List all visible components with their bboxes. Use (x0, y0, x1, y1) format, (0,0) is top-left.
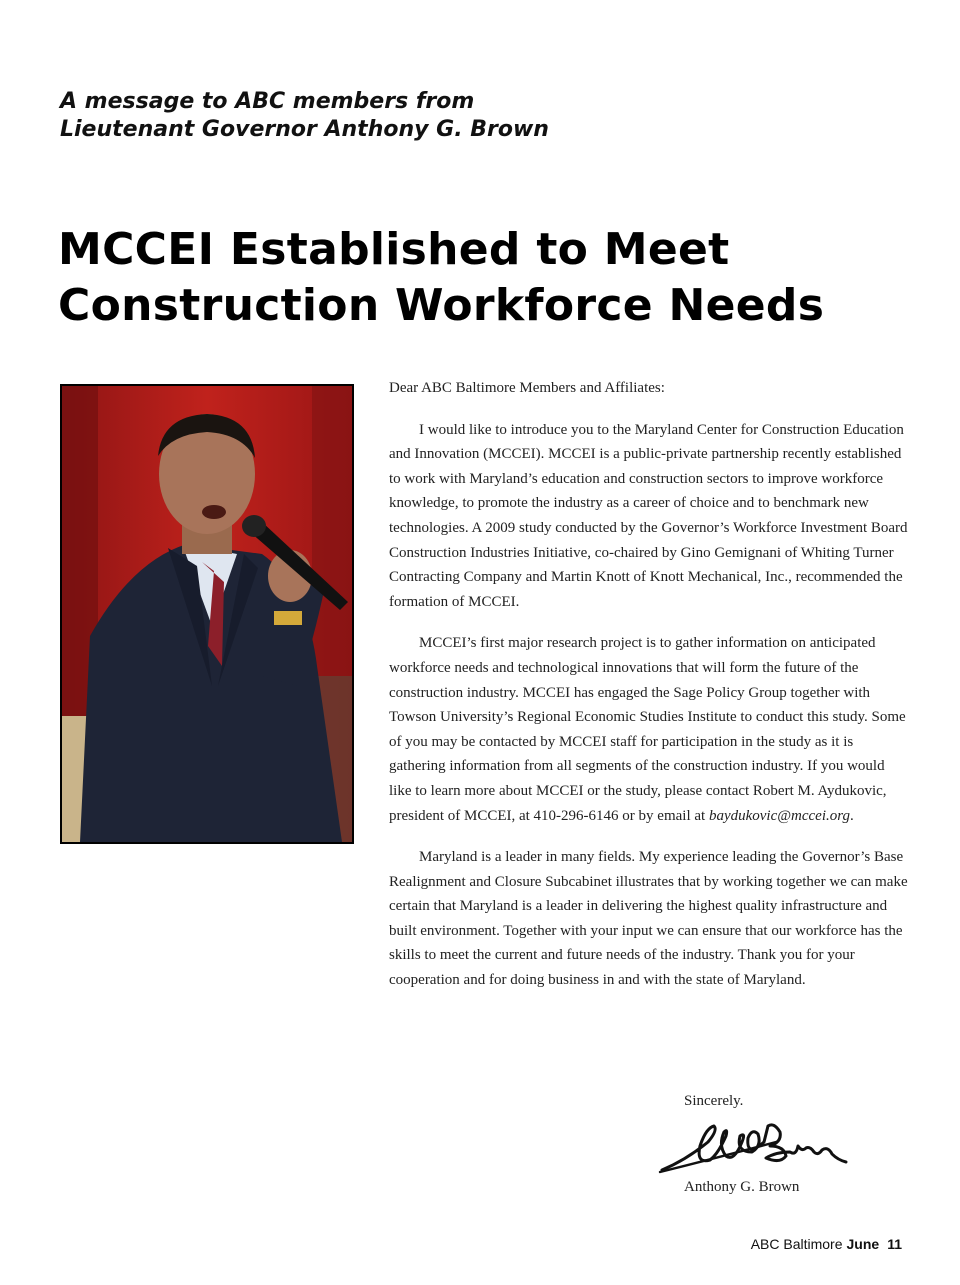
letter-body (389, 376, 909, 1010)
paragraph-2-end: . (850, 807, 854, 824)
kicker-line-1: A message to ABC members from (60, 89, 475, 114)
headline-line-2: Construction Workforce Needs (58, 280, 825, 331)
signature-image (656, 1112, 856, 1178)
page-footer (751, 1236, 902, 1252)
headline-line-1: MCCEI Established to Meet (58, 224, 730, 275)
letter-paragraph-2 (389, 631, 909, 828)
letter-paragraph-1: I would like to introduce you to the Maryland Center for Construction Education and Innovation (MCCEI). MCCEI is a public-private partnership recently established to work with Maryland’s education and construction sectors to improve workforce knowledge, to promote the industry as a career of choice and to benchmark new technologies. A 2009 study conducted by the Governor’s Workforce Investment Board Construction Industries Initiative, co-chaired by Gino Gemignani of Whiting Turner Contracting Company and Martin Knott of Knott Mechanical, Inc., recommended the formation of MCCEI. (389, 421, 908, 610)
publication-name: ABC Baltimore (750, 1236, 843, 1252)
speaker-photo (60, 384, 354, 844)
letter-paragraph-3: Maryland is a leader in many fields. My experience leading the Governor’s Base Realignment and Closure Subcabinet illustrates that by working together we can make certain that Maryland is a leader in delivering the highest quality infrastructure and built environment. Together with your input we can ensure that our workforce has the skills to meet the current and future needs of the industry. Thank you for your cooperation and for doing business in and with the state of Maryland. (389, 849, 908, 989)
page-number: 11 (887, 1236, 902, 1252)
kicker (60, 88, 760, 144)
signer-name: Anthony G. Brown (684, 1179, 800, 1195)
contact-email: baydukovic@mccei.org (708, 807, 851, 824)
kicker-line-2: Lieutenant Governor Anthony G. Brown (60, 117, 549, 142)
speaker-photo-image (62, 386, 352, 842)
headline (58, 222, 938, 334)
salutation: Dear ABC Baltimore Members and Affiliates: (389, 380, 665, 396)
issue-month: June (846, 1236, 880, 1252)
paragraph-2-text: MCCEI’s first major research project is to gather information on anticipated workforce needs and technological innovations that will form the future of the construction industry. MCCEI has engaged the Sage Policy Group together with Towson University’s Regional Economic Studies Institute to conduct this study. Some of you may be contacted by MCCEI staff for participation in the study as it is gathering information from all segments of the construction industry. If you would like to learn more about MCCEI or the study, please contact Robert M. Aydukovic, president of MCCEI, at 410-296-6146 or by email at (389, 635, 906, 824)
closing: Sincerely. (684, 1093, 744, 1109)
